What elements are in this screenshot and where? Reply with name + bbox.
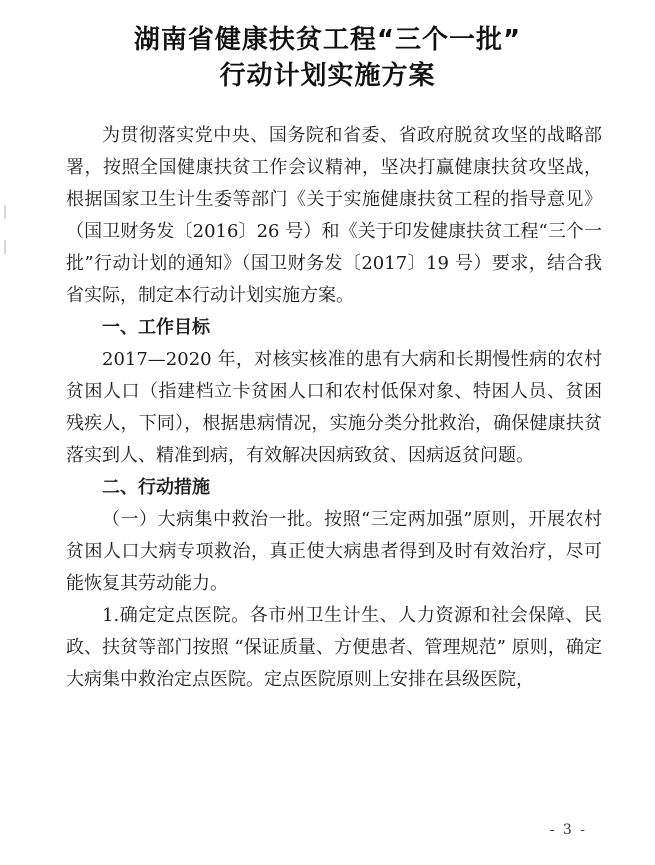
page-number: - 3 -	[549, 822, 587, 838]
paragraph-goals: 2017—2020 年，对核实核准的患有大病和长期慢性病的农村贫困人口（指建档立卡贫困人口和农村低保对象、特困人员、贫困残疾人，下同），根据患病情况，实施分类分批救治，确保健康扶贫落实到人、精准到病，有效解决因病致贫、因病返贫问题。	[66, 349, 602, 466]
scan-edge-mark	[4, 205, 6, 219]
paragraph-measure-1: （一）大病集中救治一批。按照“三定两加强”原则，开展农村贫困人口大病专项救治，真正使大病患者得到及时有效治疗，尽可能恢复其劳动能力。	[66, 509, 602, 594]
document-title-line2: 行动计划实施方案	[219, 61, 436, 91]
document-body	[66, 120, 602, 696]
document-title-line1: 湖南省健康扶贫工程“三个一批”	[133, 25, 522, 55]
paragraph-intro: 为贯彻落实党中央、国务院和省委、省政府脱贫攻坚的战略部署，按照全国健康扶贫工作会议精神，坚决打赢健康扶贫攻坚战，根据国家卫生计生委等部门《关于实施健康扶贫工程的指导意见》（国卫财务发〔2016〕26 号）和《关于印发健康扶贫工程“三个一批”行动计划的通知》（国卫财务发〔2017〕19 号）要求，结合我省实际，制定本行动计划实施方案。	[66, 125, 602, 306]
scan-edge-mark	[4, 240, 6, 254]
paragraph-measure-1-1: 1.确定定点医院。各市州卫生计生、人力资源和社会保障、民政、扶贫等部门按照 “保证质量、方便患者、管理规范” 原则，确定大病集中救治定点医院。定点医院原则上安排在县级医院，	[66, 605, 602, 690]
section-heading-measures: 二、行动措施	[102, 477, 210, 498]
section-heading-goals: 一、工作目标	[102, 317, 210, 338]
